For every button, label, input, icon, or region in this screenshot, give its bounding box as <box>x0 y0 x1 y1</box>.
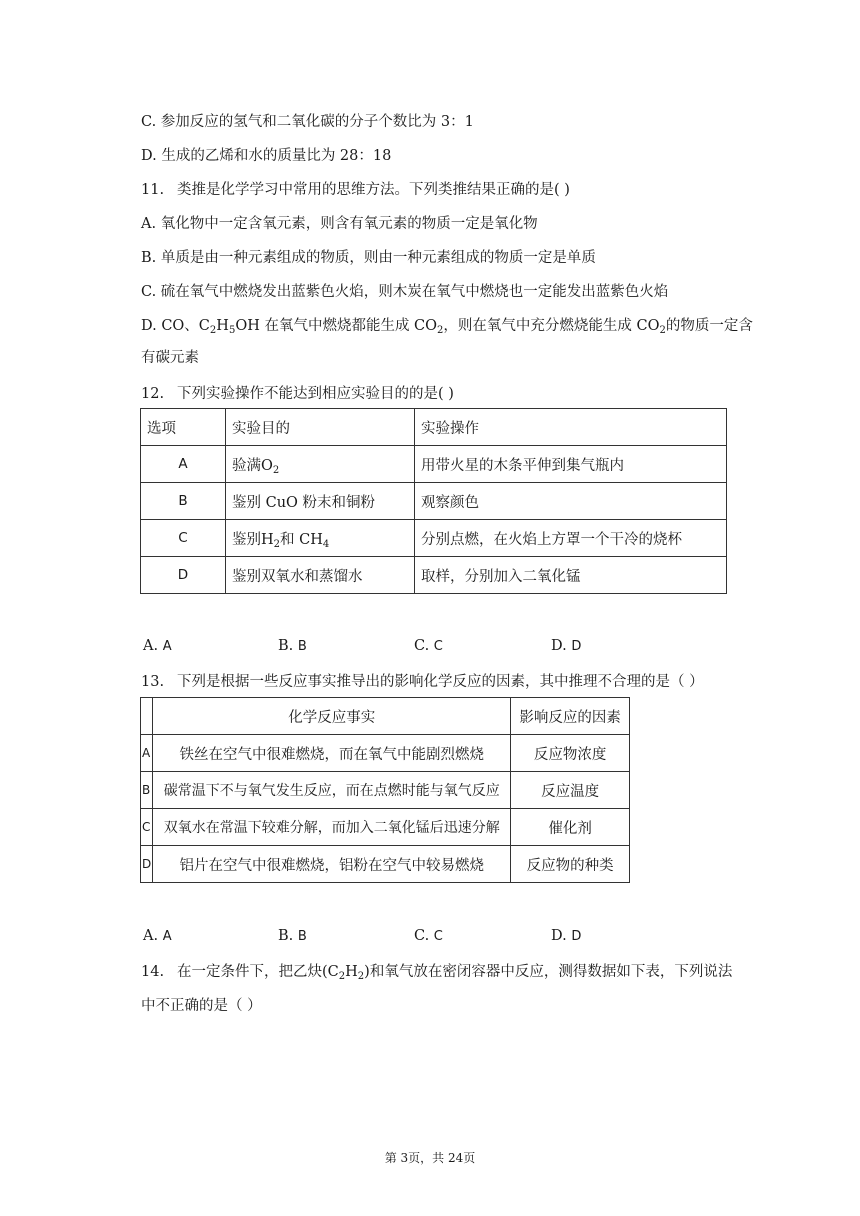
cell-factor: 反应物浓度 <box>511 735 630 772</box>
answer-prefix: B. <box>278 638 298 654</box>
q14-stem-line <box>141 962 732 982</box>
answer-value: C <box>433 639 443 654</box>
answer-value: A <box>162 639 172 654</box>
purpose-sub-a: 2 <box>273 538 281 550</box>
cell-fact: 碳常温下不与氧气发生反应，而在点燃时能与氧气反应 <box>153 772 511 809</box>
page-footer: 第 3页，共 24页 <box>384 1151 476 1165</box>
header-option: 选项 <box>141 409 226 446</box>
q14-stem-part1: 在一定条件下，把乙炔(C <box>177 964 339 980</box>
q11-option-d-part5: 的物质一定含 <box>665 318 753 334</box>
answer-value: B <box>297 639 307 654</box>
purpose-sub: 2 <box>272 464 280 476</box>
cell-factor: 反应温度 <box>511 772 630 809</box>
purpose-text-b: 和 CH <box>280 531 323 548</box>
answer-prefix: D. <box>551 638 572 654</box>
q14-sub1: 2 <box>338 971 346 982</box>
answer-prefix: D. <box>551 928 572 944</box>
q14-stem-part3: )和氧气放在密闭容器中反应，测得数据如下表，下列说法 <box>364 964 733 980</box>
table-row <box>141 483 727 520</box>
cell-purpose: 鉴别 CuO 粉末和铜粉 <box>226 483 415 520</box>
sub-2c: 2 <box>659 325 666 336</box>
cell-fact: 双氧水在常温下较难分解，而加入二氧化锰后迅速分解 <box>153 809 511 846</box>
table-row <box>141 772 630 809</box>
header-factor: 影响反应的因素 <box>511 698 630 735</box>
table-row <box>141 409 727 446</box>
header-operation: 实验操作 <box>415 409 727 446</box>
q11-stem-line <box>141 180 570 200</box>
q13-number: 13. <box>141 674 165 690</box>
answer-prefix: C. <box>414 638 434 654</box>
q11-option-a: A. 氧化物中一定含氧元素，则含有氧元素的物质一定是氧化物 <box>141 216 538 232</box>
q14-stem-part2: H <box>345 964 358 980</box>
q13-answer-b <box>278 928 307 944</box>
q14-number: 14. <box>141 964 165 980</box>
sub-5: 5 <box>228 325 236 336</box>
table-row <box>141 809 630 846</box>
q11-number: 11. <box>141 182 165 198</box>
cell-option: C <box>141 520 226 557</box>
header-fact: 化学反应事实 <box>153 698 511 735</box>
answer-prefix: B. <box>278 928 298 944</box>
cell-option: C <box>141 809 153 846</box>
q13-answer-a <box>143 928 172 944</box>
cell-operation: 观察颜色 <box>415 483 727 520</box>
q13-answer-d <box>551 928 581 944</box>
header-option <box>141 698 153 735</box>
cell-purpose <box>226 520 415 557</box>
answer-prefix: C. <box>414 928 434 944</box>
q12-table <box>140 408 727 594</box>
table-row <box>141 698 630 735</box>
q11-option-d-part1: D. CO、C <box>141 318 210 334</box>
cell-operation: 分别点燃，在火焰上方罩一个干冷的烧杯 <box>415 520 727 557</box>
purpose-text-a: 鉴别H <box>232 531 274 548</box>
cell-factor: 催化剂 <box>511 809 630 846</box>
q13-table <box>140 697 630 883</box>
answer-value: D <box>571 639 582 654</box>
answer-prefix: A. <box>143 928 163 944</box>
answer-prefix: A. <box>143 638 163 654</box>
q11-option-c: C. 硫在氧气中燃烧发出蓝紫色火焰，则木炭在氧气中燃烧也一定能发出蓝紫色火焰 <box>141 284 669 300</box>
q11-option-d-part2: H <box>216 318 229 334</box>
table-row <box>141 446 727 483</box>
cell-option: A <box>141 446 226 483</box>
q13-answer-c <box>414 928 443 944</box>
q11-option-b: B. 单质是由一种元素组成的物质，则由一种元素组成的物质一定是单质 <box>141 250 596 266</box>
purpose-sub-b: 4 <box>322 538 330 550</box>
cell-factor: 反应物的种类 <box>511 846 630 883</box>
table-row <box>141 557 727 594</box>
q12-stem: 下列实验操作不能达到相应实验目的的是( ) <box>177 386 454 402</box>
q11-option-d <box>141 316 753 336</box>
cell-option: D <box>141 557 226 594</box>
table-row <box>141 520 727 557</box>
q12-answer-d <box>551 638 581 654</box>
q10-option-d: D. 生成的乙烯和水的质量比为 28：18 <box>141 148 392 164</box>
cell-option: B <box>141 483 226 520</box>
q14-stem-line2: 中不正确的是（ ） <box>141 998 262 1014</box>
cell-operation: 用带火星的木条平伸到集气瓶内 <box>415 446 727 483</box>
q11-stem: 类推是化学学习中常用的思维方法。下列类推结果正确的是( ) <box>177 182 570 198</box>
sub-2: 2 <box>209 325 217 336</box>
cell-option: A <box>141 735 153 772</box>
cell-fact: 铁丝在空气中很难燃烧，而在氧气中能剧烈燃烧 <box>153 735 511 772</box>
answer-value: A <box>162 929 172 944</box>
cell-operation: 取样，分别加入二氧化锰 <box>415 557 727 594</box>
q12-answer-b <box>278 638 307 654</box>
q13-stem: 下列是根据一些反应事实推导出的影响化学反应的因素，其中推理不合理的是（ ） <box>177 674 704 690</box>
q12-answer-c <box>414 638 443 654</box>
table-row <box>141 846 630 883</box>
q13-stem-line <box>141 672 704 692</box>
answer-value: B <box>297 929 307 944</box>
cell-option: D <box>141 846 153 883</box>
sub-2b: 2 <box>437 325 444 336</box>
answer-value: D <box>571 929 582 944</box>
cell-option: B <box>141 772 153 809</box>
q11-option-d-line2: 有碳元素 <box>141 350 199 366</box>
header-purpose: 实验目的 <box>226 409 415 446</box>
q10-option-c: C. 参加反应的氢气和二氧化碳的分子个数比为 3：1 <box>141 114 474 130</box>
cell-purpose <box>226 446 415 483</box>
q12-number: 12. <box>141 386 165 402</box>
cell-purpose: 鉴别双氧水和蒸馏水 <box>226 557 415 594</box>
purpose-text: 验满O <box>232 457 273 474</box>
answer-value: C <box>433 929 443 944</box>
q12-stem-line <box>141 384 454 404</box>
table-row <box>141 735 630 772</box>
cell-fact: 铝片在空气中很难燃烧，铝粉在空气中较易燃烧 <box>153 846 511 883</box>
q11-option-d-part4: ，则在氧气中充分燃烧能生成 CO <box>443 318 660 334</box>
q14-sub2: 2 <box>357 971 365 982</box>
q11-option-d-part3: OH 在氧气中燃烧都能生成 CO <box>235 318 438 334</box>
q12-answer-a <box>143 638 172 654</box>
